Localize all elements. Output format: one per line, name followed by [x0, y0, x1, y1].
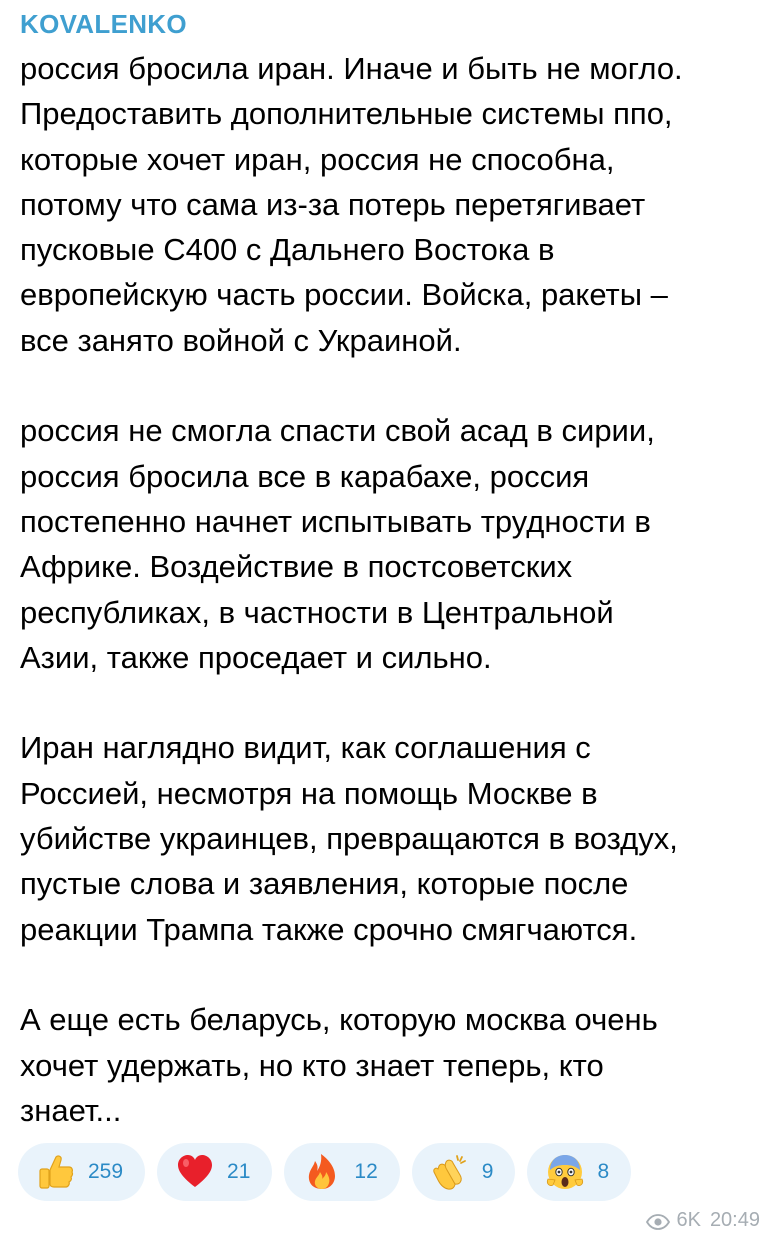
reaction-count: 12 [354, 1160, 378, 1183]
clapping-hands-icon [430, 1152, 470, 1192]
reaction-scream[interactable] [527, 1143, 631, 1201]
post-meta [646, 1209, 760, 1232]
screaming-face-icon [545, 1152, 585, 1192]
reaction-count: 8 [597, 1160, 610, 1183]
fire-icon [302, 1152, 342, 1192]
reaction-count: 259 [88, 1160, 124, 1183]
reaction-thumbs-up[interactable] [18, 1143, 145, 1201]
thumbs-up-icon [36, 1152, 76, 1192]
channel-author-name[interactable]: KOVALENKO [20, 9, 187, 39]
reaction-count: 21 [227, 1160, 251, 1183]
view-count: 6K [676, 1209, 701, 1231]
reaction-heart[interactable] [157, 1143, 272, 1201]
eye-icon [646, 1213, 670, 1229]
red-heart-icon [175, 1152, 215, 1192]
reactions-bar [18, 1143, 631, 1201]
reaction-clap[interactable] [412, 1143, 516, 1201]
reaction-count: 9 [481, 1160, 494, 1183]
reaction-fire[interactable] [284, 1143, 399, 1201]
post-time: 20:49 [709, 1209, 760, 1231]
post-text: россия бросила иран. Иначе и быть не могло. Предоставить дополнительные системы ппо, которые хочет иран, россия не способна, потому что сама из-за потерь перетягивает пусковые С400 с Дальнего Востока в европейскую часть россии. Войска, ракеты – все занято войной с Украиной. россия не смогла спасти свой асад в сирии, россия бросила все в карабахе, россия постепенно начнет испытывать трудности в Африке. Воздействие в постсоветских республиках, в частности в Центральной Азии, также проседает и сильно. Иран наглядно видит, как соглашения с Россией, несмотря на помощь Москве в убийстве украинцев, превращаются в воздух, пустые слова и заявления, которые после реакции Трампа также срочно смягчаются. А еще есть беларусь, которую москва очень хочет удержать, но кто знает теперь, кто знает... [20, 51, 683, 1128]
